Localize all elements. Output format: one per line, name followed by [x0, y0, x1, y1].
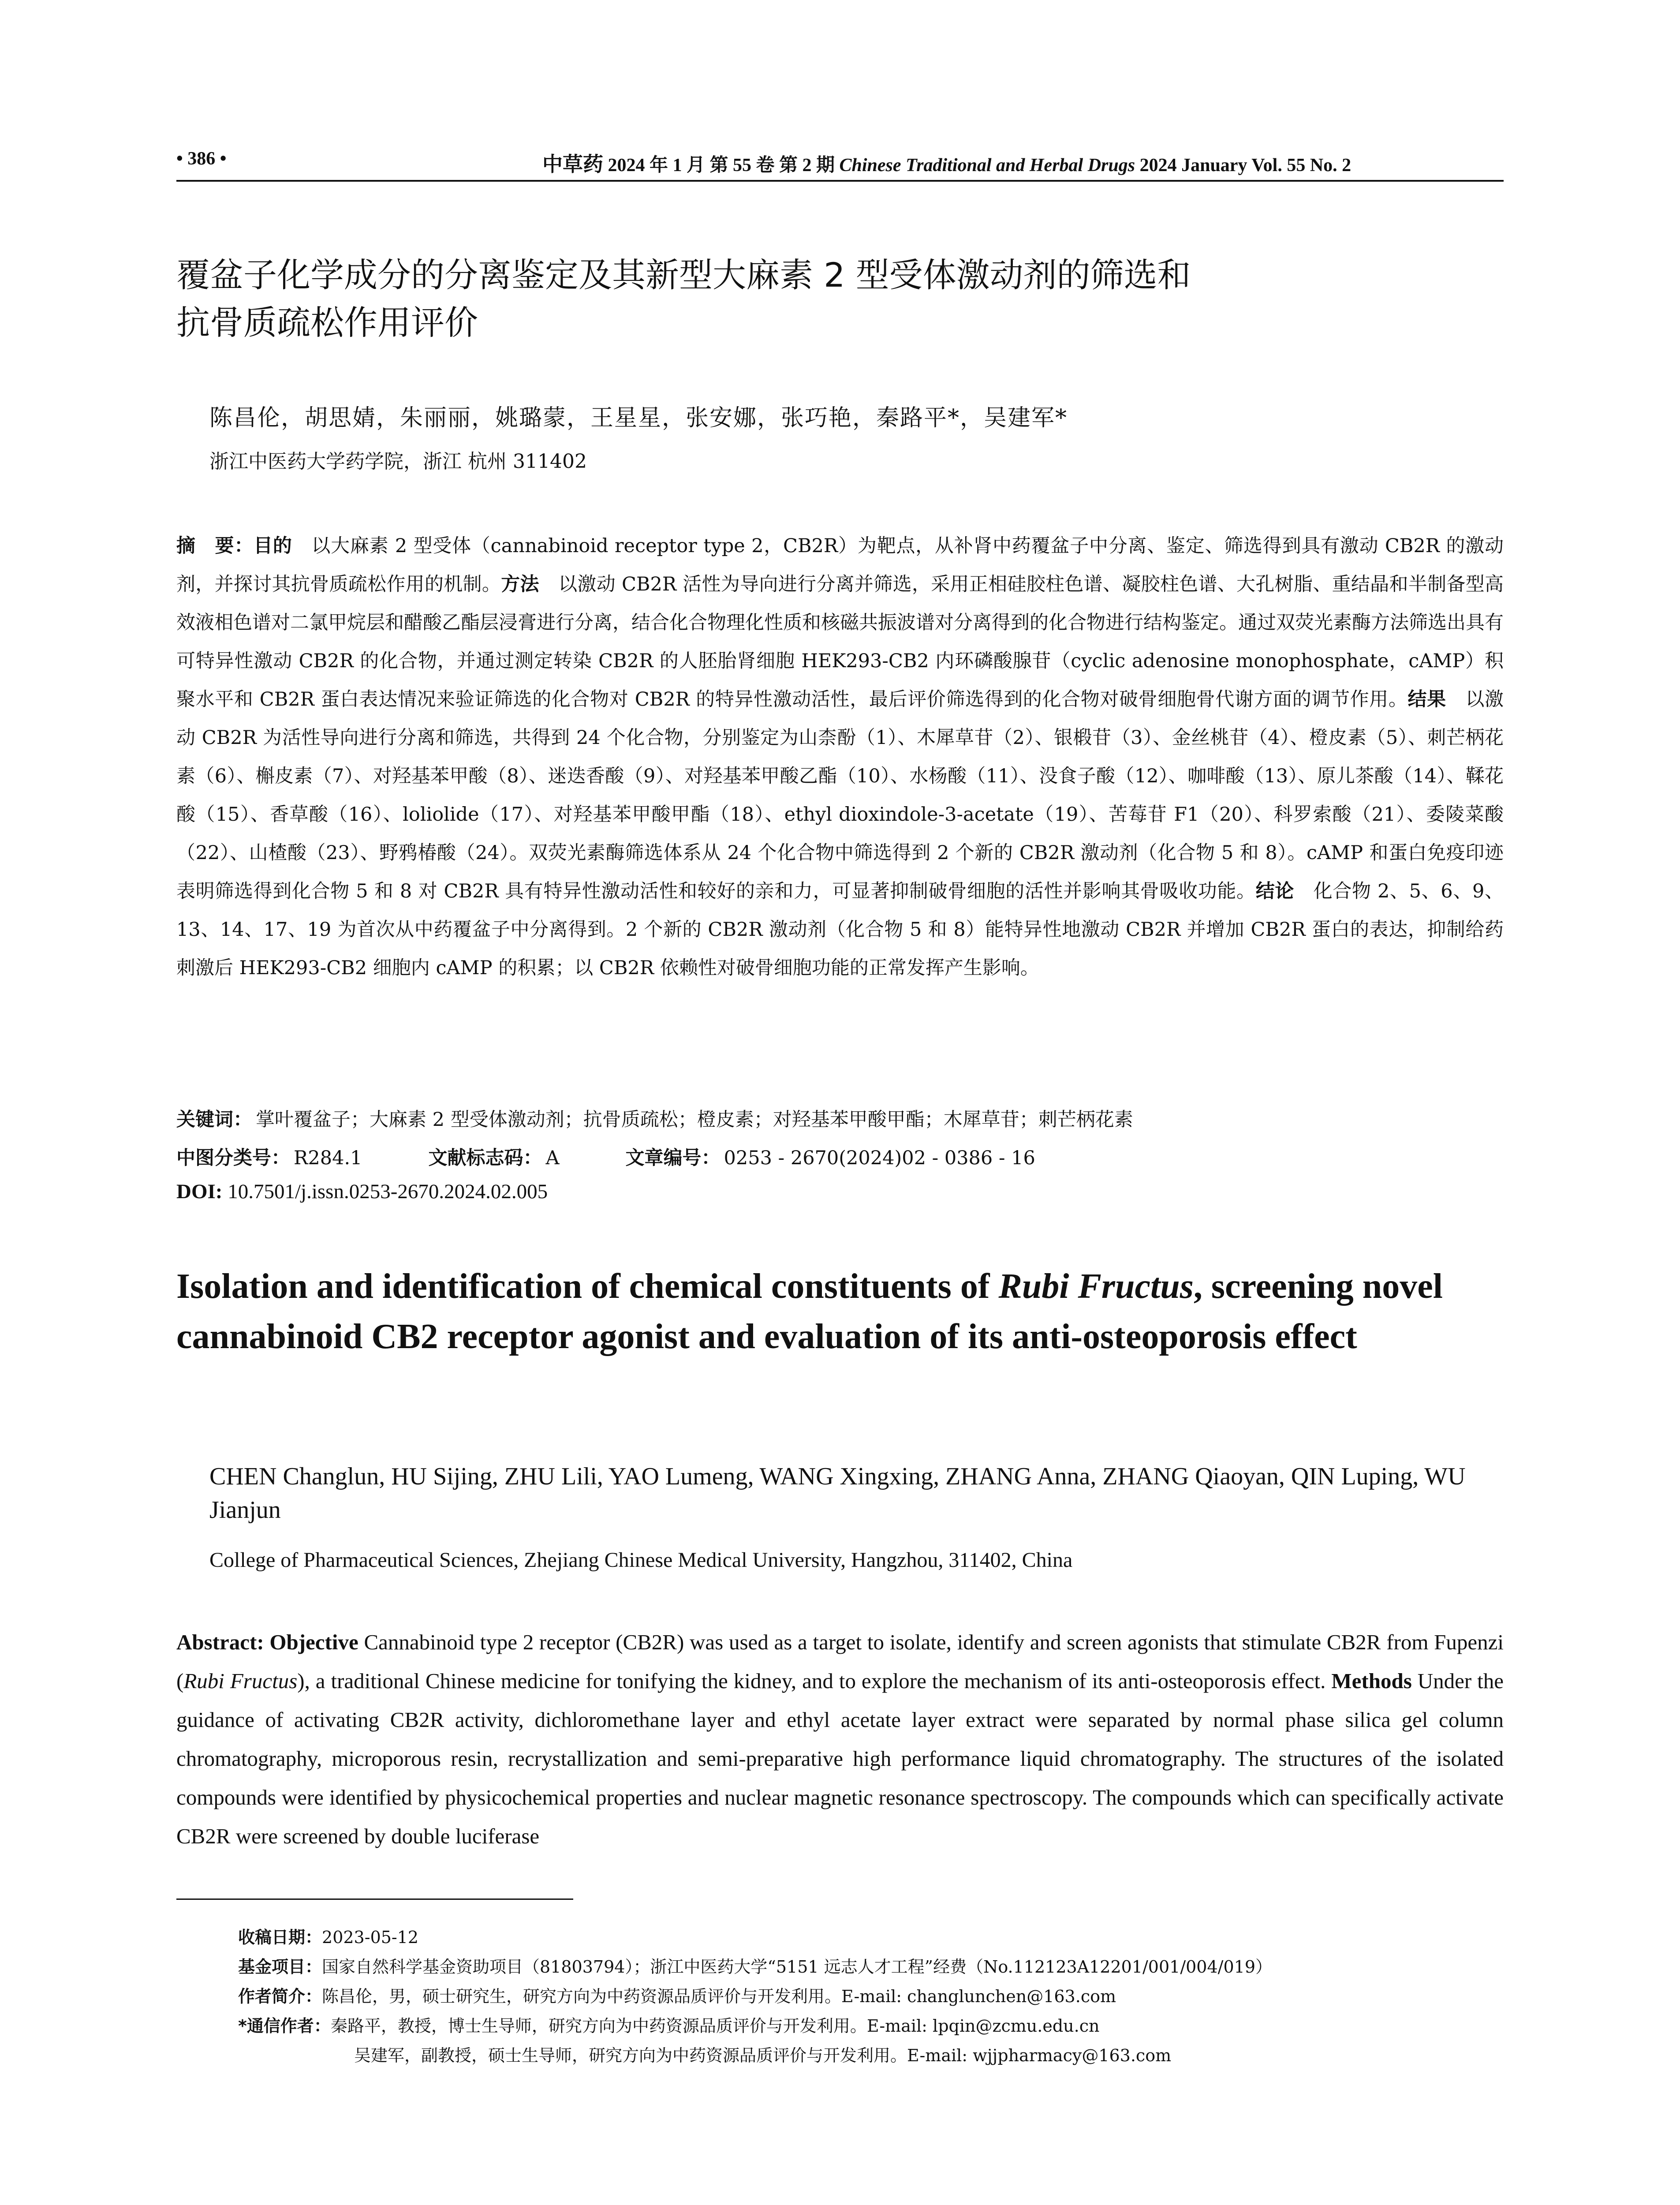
footnote-corresponding	[238, 2011, 1504, 2041]
footnote-divider	[176, 1899, 573, 1900]
doi-value: 10.7501/j.issn.0253-2670.2024.02.005	[228, 1180, 548, 1203]
objective-label-cn: 目的	[254, 535, 292, 557]
clc-value: R284.1	[294, 1147, 362, 1169]
received-value: 2023-05-12	[322, 1928, 419, 1947]
corr-value-1: 秦路平，教授，博士生导师，研究方向为中药资源品质评价与开发利用。E-mail: lpqin@zcmu.edu.cn	[330, 2016, 1100, 2036]
footnote-bio	[238, 1982, 1504, 2011]
title-en-part1: Isolation and identification of chemical constituents of	[176, 1267, 999, 1306]
authors-cn: 陈昌伦，胡思婧，朱丽丽，姚璐蒙，王星星，张安娜，张巧艳，秦路平*，吴建军*	[209, 405, 1068, 431]
issue-en: 2024 January Vol. 55 No. 2	[1139, 155, 1351, 176]
clc-label: 中图分类号：	[176, 1147, 290, 1169]
corr-label: *通信作者：	[238, 2016, 331, 2036]
fund-label: 基金项目：	[238, 1957, 322, 1977]
objective-text-en-italic: Rubi Fructus	[183, 1669, 298, 1693]
article-title-cn	[176, 251, 1455, 347]
fund-value: 国家自然科学基金资助项目（81803794）；浙江中医药大学“5151 远志人才工程”经费（No.112123A12201/001/004/019）	[322, 1957, 1272, 1977]
journal-name-en: Chinese Traditional and Herbal Drugs	[839, 155, 1135, 176]
objective-text-en-b: ), a traditional Chinese medicine for tonifying the kidney, and to explore the mechanism of its anti-osteoporosis effect.	[297, 1669, 1326, 1693]
objective-text-cn: 以大麻素 2 型受体（cannabinoid receptor type 2，CB2R）为靶点，从补肾中药覆盆子中分离、鉴定、筛选得到具有激动 CB2R 的激动剂，并探讨其抗骨质疏松作用的机制。	[176, 535, 1504, 595]
footnotes	[238, 1923, 1504, 2070]
results-text-cn: 以激动 CB2R 为活性导向进行分离和筛选，共得到 24 个化合物，分别鉴定为山柰酚（1）、木犀草苷（2）、银椴苷（3）、金丝桃苷（4）、橙皮素（5）、刺芒柄花素（6）、槲皮素（7）、对羟基苯甲酸（8）、迷迭香酸（9）、对羟基苯甲酸乙酯（10）、水杨酸（11）、没食子酸（12）、咖啡酸（13）、原儿茶酸（14）、鞣花酸（15）、香草酸（16）、loliolide（17）、对羟基苯甲酸甲酯（18）、ethyl dioxindole-3-acetate（19）、苦莓苷 F1（20）、科罗索酸（21）、委陵菜酸（22）、山楂酸（23）、野鸦椿酸（24）。双荧光素酶筛选体系从 24 个化合物中筛选得到 2 个新的 CB2R 激动剂（化合物 5 和 8）。cAMP 和蛋白免疫印迹表明筛选得到化合物 5 和 8 对 CB2R 具有特异性激动活性和较好的亲和力，可显著抑制破骨细胞的活性并影响其骨吸收功能。	[176, 688, 1504, 902]
methods-text-cn: 以激动 CB2R 活性为导向进行分离并筛选，采用正相硅胶柱色谱、凝胶柱色谱、大孔树脂、重结晶和半制备型高效液相色谱对二氯甲烷层和醋酸乙酯层浸膏进行分离，结合化合物理化性质和核磁共振波谱对分离得到的化合物进行结构鉴定。通过双荧光素酶方法筛选出具有可特异性激动 CB2R 的化合物，并通过测定转染 CB2R 的人胚胎肾细胞 HEK293-CB2 内环磷酸腺苷（cyclic adenosine monophosphate，cAMP）积聚水平和 CB2R 蛋白表达情况来验证筛选的化合物对 CB2R 的特异性激动活性，最后评价筛选得到的化合物对破骨细胞骨代谢方面的调节作用。	[176, 573, 1504, 710]
footnote-fund	[238, 1952, 1504, 1982]
abstract-label-en: Abstract: Objective	[176, 1630, 358, 1654]
bio-label: 作者简介：	[238, 1987, 322, 2006]
title-cn-line1: 覆盆子化学成分的分离鉴定及其新型大麻素 2 型受体激动剂的筛选和	[176, 255, 1191, 295]
title-en-part2: , screening novel cannabinoid CB2 receptor agonist and evaluation of its anti-osteoporosis effect	[176, 1267, 1443, 1356]
abstract-en	[176, 1623, 1504, 1856]
journal-title	[542, 148, 1351, 177]
conclusion-text-cn: 化合物 2、5、6、9、13、14、17、19 为首次从中药覆盆子中分离得到。2 个新的 CB2R 激动剂（化合物 5 和 8）能特异性地激动 CB2R 并增加 CB2R 蛋白的表达，抑制给药刺激后 HEK293-CB2 细胞内 cAMP 的积累；以 CB2R 依赖性对破骨细胞功能的正常发挥产生影响。	[176, 880, 1504, 979]
results-label-cn: 结果	[1407, 688, 1446, 710]
title-en-italic: Rubi Fructus	[998, 1267, 1194, 1306]
doc-code-label: 文献标志码：	[428, 1147, 542, 1169]
received-label: 收稿日期：	[238, 1928, 322, 1947]
abstract-label-cn: 摘 要：	[176, 535, 254, 557]
running-header	[176, 142, 1504, 182]
conclusion-label-cn: 结论	[1255, 880, 1295, 902]
authors-en: CHEN Changlun, HU Sijing, ZHU Lili, YAO Lumeng, WANG Xingxing, ZHANG Anna, ZHANG Qiaoyan, QIN Luping, WU Jianjun	[209, 1463, 1466, 1524]
footnote-received	[238, 1923, 1504, 1952]
methods-text-en: Under the guidance of activating CB2R activity, dichloromethane layer and ethyl acetate layer extract were separated by normal phase silica gel column chromatography, microporous resin, recrystallization and semi-preparative high performance liquid chromatography. The structures of the isolated compounds were identified by physicochemical properties and nuclear magnetic resonance spectroscopy. The compounds which can specifically activate CB2R were screened by double luciferase	[176, 1669, 1504, 1848]
corr-value-2: 吴建军，副教授，硕士生导师，研究方向为中药资源品质评价与开发利用。E-mail: wjjpharmacy@163.com	[354, 2046, 1172, 2065]
methods-label-cn: 方法	[501, 573, 539, 595]
keywords-cn	[176, 1105, 1504, 1132]
issue-cn: 2024 年 1 月 第 55 卷 第 2 期	[608, 155, 835, 176]
doi-line	[176, 1180, 1504, 1203]
classification-line	[176, 1143, 1504, 1170]
keywords-value: 掌叶覆盆子；大麻素 2 型受体激动剂；抗骨质疏松；橙皮素；对羟基苯甲酸甲酯；木犀草苷；刺芒柄花素	[256, 1109, 1133, 1131]
methods-label-en: Methods	[1331, 1669, 1412, 1693]
bio-value: 陈昌伦，男，硕士研究生，研究方向为中药资源品质评价与开发利用。E-mail: changlunchen@163.com	[322, 1987, 1116, 2006]
footnote-corresponding-2	[238, 2041, 1504, 2070]
affiliation-cn: 浙江中医药大学药学院，浙江 杭州 311402	[209, 450, 587, 473]
doi-label: DOI:	[176, 1180, 223, 1203]
article-no-label: 文章编号：	[625, 1147, 721, 1169]
journal-name-cn: 中草药	[542, 152, 603, 176]
article-no-value: 0253 - 2670(2024)02 - 0386 - 16	[724, 1147, 1035, 1169]
objective-text-en-a: Cannabinoid type 2 receptor (CB2R) was used as a target to isolate, identify and screen agonists that stimulate CB2R from Fupenzi (	[176, 1630, 1504, 1693]
abstract-cn	[176, 527, 1504, 987]
doc-code-value: A	[545, 1147, 560, 1169]
affiliation-en: College of Pharmaceutical Sciences, Zhejiang Chinese Medical University, Hangzhou, 311402, China	[209, 1548, 1073, 1572]
page-number: • 386 •	[176, 149, 227, 169]
keywords-label: 关键词：	[176, 1109, 252, 1131]
title-cn-line2: 抗骨质疏松作用评价	[176, 303, 478, 342]
article-title-en	[176, 1261, 1508, 1362]
